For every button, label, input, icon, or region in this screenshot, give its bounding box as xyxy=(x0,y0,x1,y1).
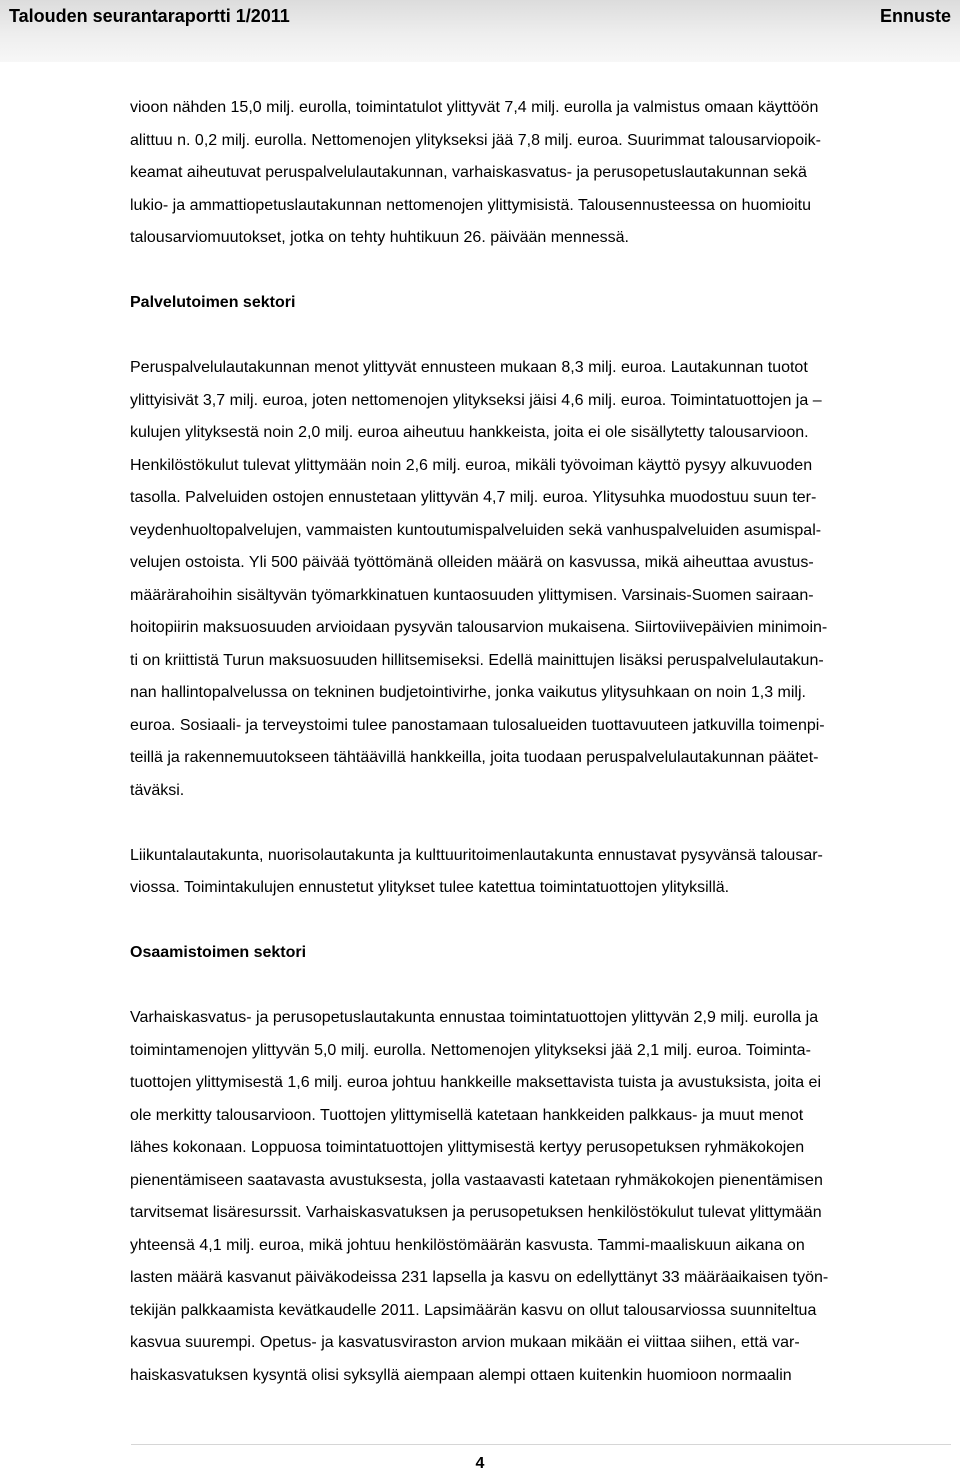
section-label: Ennuste xyxy=(879,6,951,26)
liikunta-paragraph: Liikuntalautakunta, nuorisolautakunta ja kulttuuritoimenlautakunta ennustavat pysyvänsä talousar- viossa. Toimintakulujen ennustetut ylitykset tulee katettua toimintatuottojen ylityksillä. xyxy=(130,846,823,896)
heading-palvelutoimen-sektori: Palvelutoimen sektori xyxy=(130,294,296,311)
palvelu-paragraph: Peruspalvelulautakunnan menot ylittyvät ennusteen mukaan 8,3 milj. euroa. Lautakunnan tuotot ylittyisivät 3,7 milj. euroa, joten nettomenojen ylitykseksi jäisi 4,6 milj. euroa. Toimintatuottojen ja – kulujen ylityksestä noin 2,0 milj. euroa aiheutuu hankkeista, joita ei ole sisällytetty talousarvioon. Henkilöstökulut tulevat ylittymään noin 2,6 milj. euroa, mikäli työvoiman käyttö pysyy alkuvuoden tasolla. Palveluiden ostojen ennustetaan ylittyvän 4,7 milj. euroa. Ylitysuhka muodostuu suun ter- veydenhuoltopalvelujen, vammaisten kuntoutumispalveluiden sekä vanhuspalveluiden asumispal- velujen ostoista. Yli 500 päivää työttömänä olleiden määrä on kasvussa, mikä aiheuttaa avustus- määrärahoihin sisältyvän työmarkkinatuen kuntaosuuden ylittymisen. Varsinais-Suomen sairaan- hoitopiirin maksuosuuden arvioidaan pysyvän talousarvion mukaisena. Siirtoviivepäivien minimoin- ti on kriittistä Turun maksuosuuden hillitsemiseksi. Edellä mainittujen lisäksi peruspalvelulautakun- nan hallintopalvelussa on tekninen budjetointivirhe, jonka vaikutus ylitysuhkaan on noin 1,3 milj. euroa. Sosiaali- ja terveystoimi tulee panostamaan tulosalueiden tuottavuuteen jatkuvilla toimenpi- teillä ja rakennemuutokseen tähtäävillä hankkeilla, joita tuodaan peruspalvelulautakunnan päätet- täväksi. xyxy=(130,359,828,799)
heading-osaamistoimen-sektori: Osaamistoimen sektori xyxy=(130,944,307,961)
footer-divider xyxy=(131,1444,951,1445)
spacer xyxy=(130,320,950,353)
intro-paragraph: vioon nähden 15,0 milj. eurolla, toimintatulot ylittyvät 7,4 milj. eurolla ja valmistus omaan käyttöön alittuu n. 0,2 milj. eurolla. Nettomenojen ylitykseksi jää 7,8 milj. euroa. Suurimmat talousarviopoik- keamat aiheutuvat peruspalvelulautakunnan, varhaiskasvatus- ja perusopetuslautakunnan sekä lukio- ja ammattiopetuslautakunnan nettomenojen ylittymisistä. Talousennusteessa on huomioitu talousarviomuutokset, jotka on tehty huhtikuun 26. päivään mennessä. xyxy=(130,99,821,246)
spacer xyxy=(130,807,950,840)
osaamis-paragraph: Varhaiskasvatus- ja perusopetuslautakunta ennustaa toimintatuottojen ylittyvän 2,9 milj. eurolla ja toimintamenojen ylittyvän 5,0 milj. eurolla. Nettomenojen ylitykseksi jää 2,1 milj. euroa. Toiminta- tuottojen ylittymisestä 1,6 milj. euroa johtuu hankkeille maksettavista tuista ja avustuksista, joita ei ole merkitty talousarvioon. Tuottojen ylittymisellä katetaan hankkeiden palkkaus- ja muut menot lähes kokonaan. Loppuosa toimintatuottojen ylittymisestä kertyy perusopetuksen ryhmäkokojen pienentämiseen saatavasta avustuksesta, jolla vastaavasti katetaan ryhmäkokojen pienentämisen tarvitsemat lisäresurssit. Varhaiskasvatuksen ja perusopetuksen henkilöstökulut tulevat ylittymään yhteensä 4,1 milj. euroa, mikä johtuu henkilöstömäärän kasvusta. Tammi-maaliskuun aikana on lasten määrä kasvanut päiväkodeissa 231 lapsella ja kasvu on edellyttänyt 33 määräaikaisen työn- tekijän palkkaamista kevätkaudelle 2011. Lapsimäärän kasvu on ollut talousarviossa suunniteltua kasvua suurempi. Opetus- ja kasvatusviraston arvion mukaan mikään ei viittaa siihen, että var- haiskasvatuksen kysyntä olisi syksyllä aiempaan alempi ottaen kuitenkin huomioon normaalin xyxy=(130,1009,829,1384)
page-number: 4 xyxy=(475,1455,485,1472)
report-title: Talouden seurantaraportti 1/2011 xyxy=(9,6,290,26)
spacer xyxy=(130,905,950,938)
page-content xyxy=(130,92,950,1392)
page-header xyxy=(0,0,960,62)
spacer xyxy=(130,255,950,288)
spacer xyxy=(130,970,950,1003)
